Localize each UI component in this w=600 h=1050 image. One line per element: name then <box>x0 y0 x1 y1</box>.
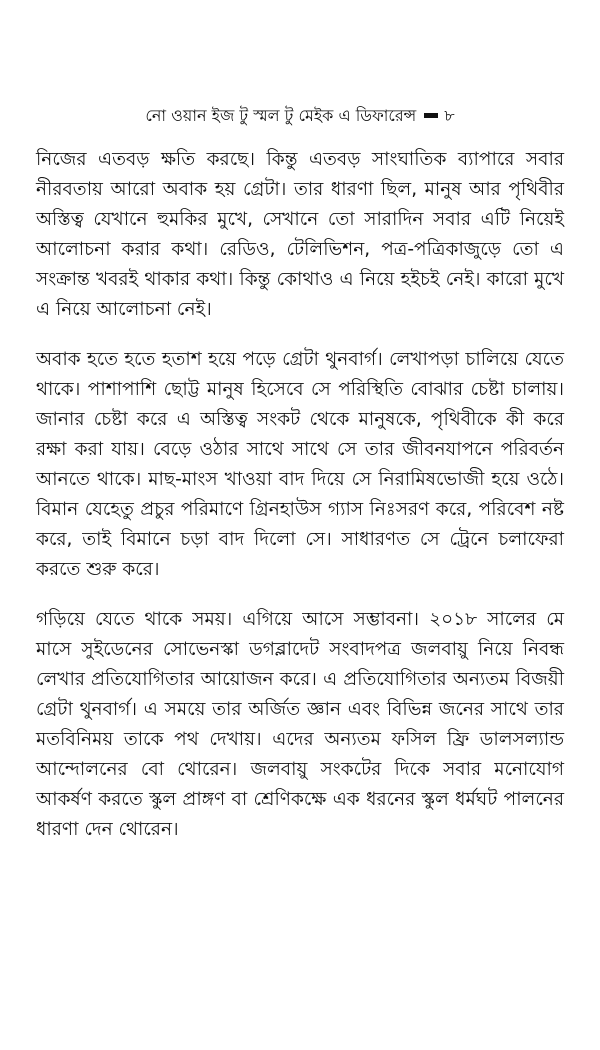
paragraph-3: গড়িয়ে যেতে থাকে সময়। এগিয়ে আসে সম্ভাবনা। ২০১৮ সালের মে মাসে সুইডেনের সোভেনস্কা ডগব্লাদেট সংবাদপত্র জলবায়ু নিয়ে নিবন্ধ লেখার প্রতিযোগিতার আয়োজন করে। এ প্রতিযোগিতার অন্যতম বিজয়ী গ্রেটা থুনবার্গ। এ সময়ে তার অর্জিত জ্ঞান এবং বিভিন্ন জনের সাথে তার মতবিনিময় তাকে পথ দেখায়। এদের অন্যতম ফসিল ফ্রি ডালসল্যান্ড আন্দোলনের বো থোরেন। জলবায়ু সংকটের দিকে সবার মনোযোগ আকর্ষণ করতে স্কুল প্রাঙ্গণ বা শ্রেণিকক্ষে এক ধরনের স্কুল ধর্মঘট পালনের ধারণা দেন থোরেন। <box>36 609 564 840</box>
running-header <box>0 104 600 128</box>
page-number: ৮ <box>444 106 455 125</box>
header-separator-dash <box>424 113 438 118</box>
body-text <box>36 145 564 845</box>
book-title: নো ওয়ান ইজ টু স্মল টু মেইক এ ডিফারেন্স <box>145 106 417 125</box>
paragraph-1: নিজের এতবড় ক্ষতি করছে। কিন্তু এতবড় সাংঘাতিক ব্যাপারে সবার নীরবতায় আরো অবাক হয় গ্রেটা। তার ধারণা ছিল, মানুষ আর পৃথিবীর অস্তিত্ব যেখানে হুমকির মুখে, সেখানে তো সারাদিন সবার এটি নিয়েই আলোচনা করার কথা। রেডিও, টেলিভিশন, পত্র-পত্রিকাজুড়ে তো এ সংক্রান্ত খবরই থাকার কথা। কিন্তু কোথাও এ নিয়ে হইচই নেই। কারো মুখে এ নিয়ে আলোচনা নেই। <box>36 149 564 320</box>
paragraph-2: অবাক হতে হতে হতাশ হয়ে পড়ে গ্রেটা থুনবার্গ। লেখাপড়া চালিয়ে যেতে থাকে। পাশাপাশি ছোট্ট মানুষ হিসেবে সে পরিস্থিতি বোঝার চেষ্টা চালায়। জানার চেষ্টা করে এ অস্তিত্ব সংকট থেকে মানুষকে, পৃথিবীকে কী করে রক্ষা করা যায়। বেড়ে ওঠার সাথে সাথে সে তার জীবনযাপনে পরিবর্তন আনতে থাকে। মাছ-মাংস খাওয়া বাদ দিয়ে সে নিরামিষভোজী হয়ে ওঠে। বিমান যেহেতু প্রচুর পরিমাণে গ্রিনহাউস গ্যাস নিঃসরণ করে, পরিবেশ নষ্ট করে, তাই বিমানে চড়া বাদ দিলো সে। সাধারণত সে ট্রেনে চলাফেরা করতে শুরু করে। <box>36 349 564 580</box>
